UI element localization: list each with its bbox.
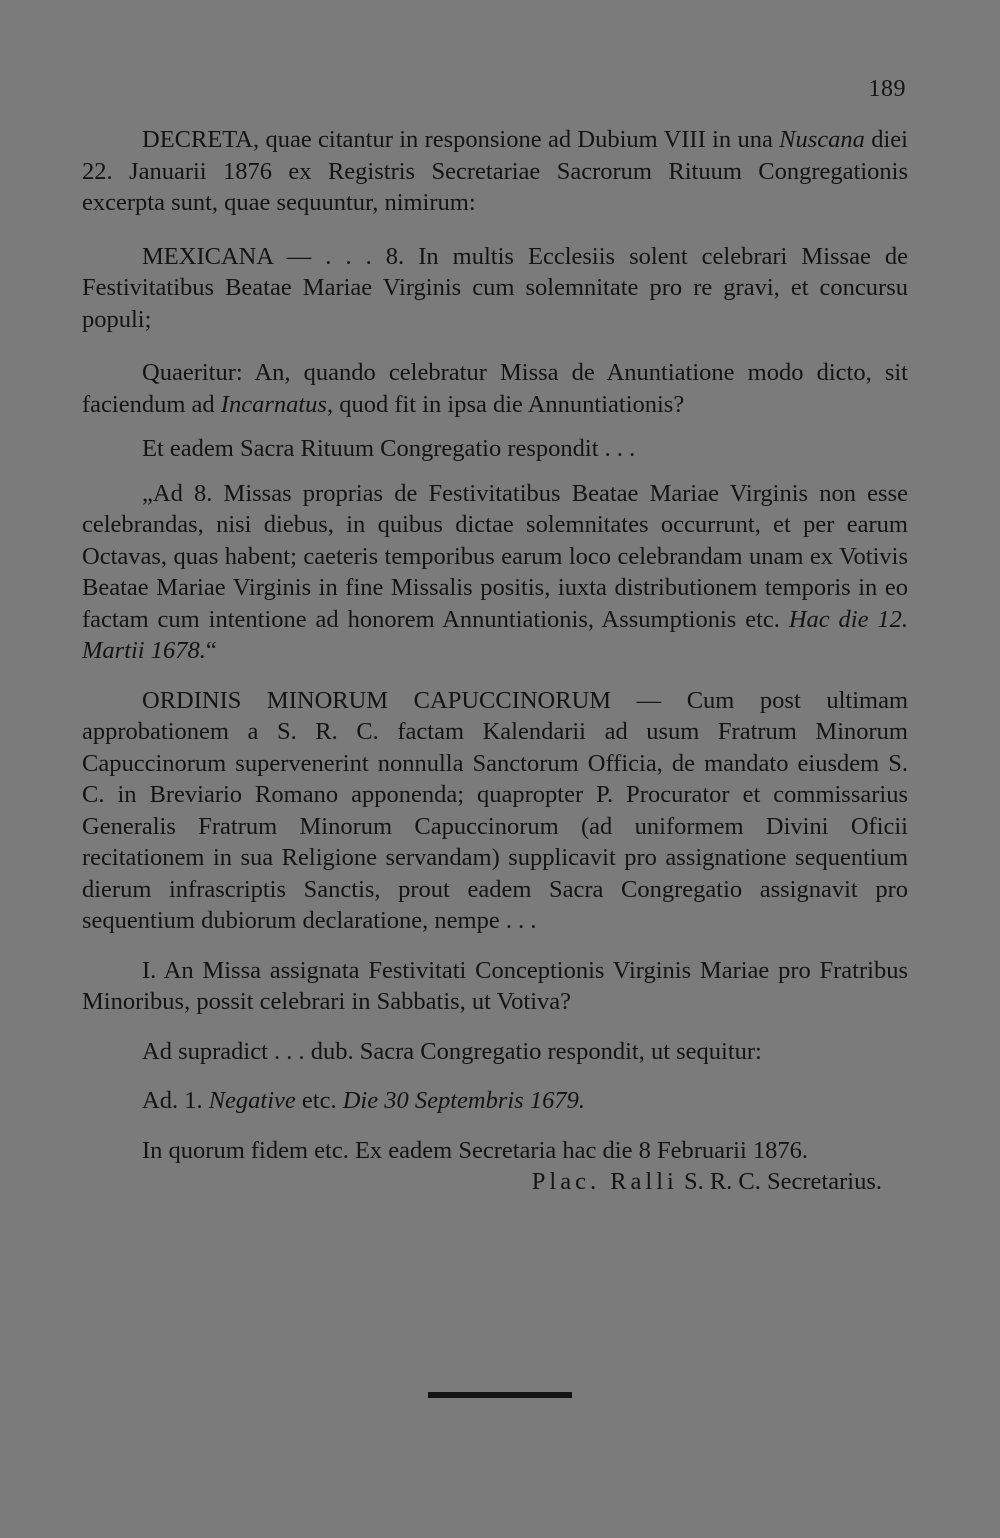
ad-1-italic-date: Die 30 Septembris 1679. (342, 1087, 585, 1114)
ad-1-lead: Ad. 1. (142, 1087, 209, 1114)
quaeritur-text-a: Quaeritur: An, quando celebratur Missa de Anuntiatione modo dicto, sit faciendum ad (82, 359, 908, 418)
paragraph-ad-1 (82, 1085, 908, 1117)
document-body (82, 124, 908, 1198)
decreta-text-a: quae citantur in responsione ad Dubium VIII in una (259, 126, 780, 153)
decreta-lead: DECRETA, (142, 126, 260, 153)
paragraph-respondit: Et eadem Sacra Rituum Congregatio respondit . . . (142, 435, 636, 462)
quaeritur-italic: Incarnatus (220, 390, 327, 418)
signature-title: S. R. C. Secretarius. (677, 1168, 882, 1195)
ad-1-mid: etc. (295, 1087, 343, 1114)
paragraph-in-quorum: In quorum fidem etc. Ex eadem Secretaria hac die 8 Februarii 1876. (142, 1136, 809, 1164)
ad-1-italic-negative: Negative (208, 1087, 296, 1114)
decreta-text-b: diei 22. Januarii 1876 ex Registris Secretariae Sacrorum Rituum Congregationis excerpta sunt, quae sequuntur, nimirum: (82, 126, 908, 216)
ad-8-italic-date: Hac die 12. Martii 1678. (82, 605, 909, 664)
paragraph-quaeritur (82, 357, 908, 420)
quaeritur-text-b: , quod fit in ipsa die Annuntiationis? (326, 390, 685, 418)
paragraph-ad-supradict: Ad supradict . . . dub. Sacra Congregatio respondit, ut sequitur: (142, 1037, 762, 1065)
paragraph-question-i: I. An Missa assignata Festivitati Conceptionis Virginis Mariae pro Fratribus Minoribus, possit celebrari in Sabbatis, ut Votiva? (82, 956, 908, 1015)
closing-rule (428, 1392, 572, 1398)
decreta-italic: Nuscana (779, 126, 865, 153)
ad-8-text: „Ad 8. Missas proprias de Festivitatibus Beatae Mariae Virginis non esse celebrandas, nisi diebus, in quibus dictae solemnitates occurrunt, et per earum Octavas, quas habent; caeteris temporibus earum loco celebrandam unam ex Votivis Beatae Mariae Virginis in fine Missalis positis, iuxta distributionem temporis in eo factam cum intentione ad honorem Annuntiationis, Assumptionis etc. (82, 479, 908, 633)
ad-8-close-quote: “ (205, 637, 217, 664)
paragraph-capuccinorum: ORDINIS MINORUM CAPUCCINORUM — Cum post ultimam approbationem a S. R. C. factam Kalendarii ad usum Fratrum Minorum Capuccinorum supervenerint nonnulla Sanctorum Officia, de mandato eiusdem S. C. in Breviario Romano apponenda; quapropter P. Procurator et commissarius Generalis Fratrum Minorum Capuccinorum (ad uniformem Divini Oficii recitationem in sua Religione servandam) supplicavit pro assignatione sequentium dierum infrascriptis Sanctis, prout eadem Sacra Congregatio assignavit pro sequentium dubiorum declaratione, nempe . . . (82, 686, 908, 934)
paragraph-decreta (82, 124, 908, 219)
signature-name: Plac. Ralli (531, 1168, 678, 1195)
paragraph-ad-8 (82, 478, 908, 667)
signature (82, 1166, 908, 1198)
page-number: 189 (868, 76, 906, 102)
paragraph-mexicana: MEXICANA — . . . 8. In multis Ecclesiis solent celebrari Missae de Festivitatibus Beatae Mariae Virginis cum solemnitate pro re gravi, et concursu populi; (82, 242, 908, 333)
